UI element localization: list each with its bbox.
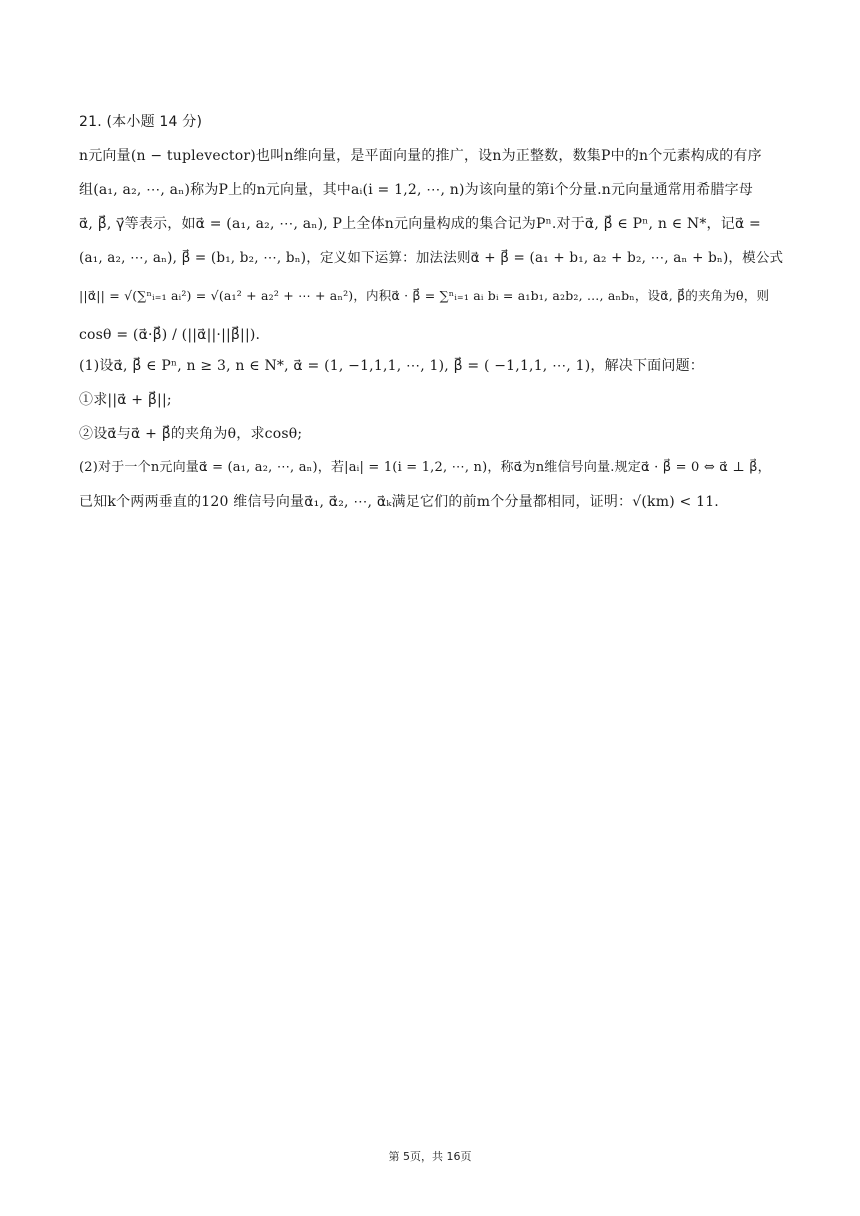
problem-heading: 21. (本小题 14 分) [79,114,203,130]
problem-line-4: (a₁, a₂, ⋯, aₙ), β⃗ = (b₁, b₂, ⋯, bₙ)，定义如下运算：加法法则α⃗ + β⃗ = (a₁ + b₁, a₂ + b₂, ⋯, aₙ + bₙ)，模公式 [79,250,784,266]
problem-line-5-norm-formula: ||α⃗|| = √(∑ⁿᵢ₌₁ aᵢ²) = √(a₁² + a₂² + ⋯ + aₙ²)，内积α⃗ · β⃗ = ∑ⁿᵢ₌₁ aᵢ bᵢ = a₁b₁, a₂b₂, ..., aₙbₙ，设α⃗, β⃗的夹角为θ，则 [79,288,770,303]
problem-line-6-cos-formula: cosθ = (α⃗·β⃗) / (||α⃗||·||β⃗||). [79,327,261,343]
question-2-setup: (2)对于一个n元向量α⃗ = (a₁, a₂, ⋯, aₙ)，若|aᵢ| = 1(i = 1,2, ⋯, n)，称α⃗为n维信号向量.规定α⃗ · β⃗ = 0 ⇔ α⃗ ⊥ β⃗， [79,460,771,475]
question-1-setup: (1)设α⃗, β⃗ ∈ Pⁿ, n ≥ 3, n ∈ N*, α⃗ = (1, −1,1,1, ⋯, 1), β⃗ = ( −1,1,1, ⋯, 1)，解决下面问题： [79,358,704,374]
question-2-statement: 已知k个两两垂直的120 维信号向量α⃗₁, α⃗₂, ⋯, α⃗ₖ满足它们的前m个分量都相同，证明：√(km) < 11. [79,494,719,510]
problem-line-1: n元向量(n − tuplevector)也叫n维向量，是平面向量的推广，设n为正整数，数集P中的n个元素构成的有序 [79,148,762,164]
problem-line-3: α⃗, β⃗, γ⃗等表示，如α⃗ = (a₁, a₂, ⋯, aₙ), P上全体n元向量构成的集合记为Pⁿ.对于α⃗, β⃗ ∈ Pⁿ, n ∈ N*，记α⃗ = [79,216,761,232]
question-1-part-2: ②设α⃗与α⃗ + β⃗的夹角为θ，求cosθ; [79,426,303,442]
question-1-part-1: ①求||α⃗ + β⃗||; [79,392,172,408]
page-number-footer: 第 5页，共 16页 [388,1150,472,1163]
problem-block [79,112,784,526]
problem-line-2: 组(a₁, a₂, ⋯, aₙ)称为P上的n元向量，其中aᵢ(i = 1,2, ⋯, n)为该向量的第i个分量.n元向量通常用希腊字母 [79,182,754,198]
